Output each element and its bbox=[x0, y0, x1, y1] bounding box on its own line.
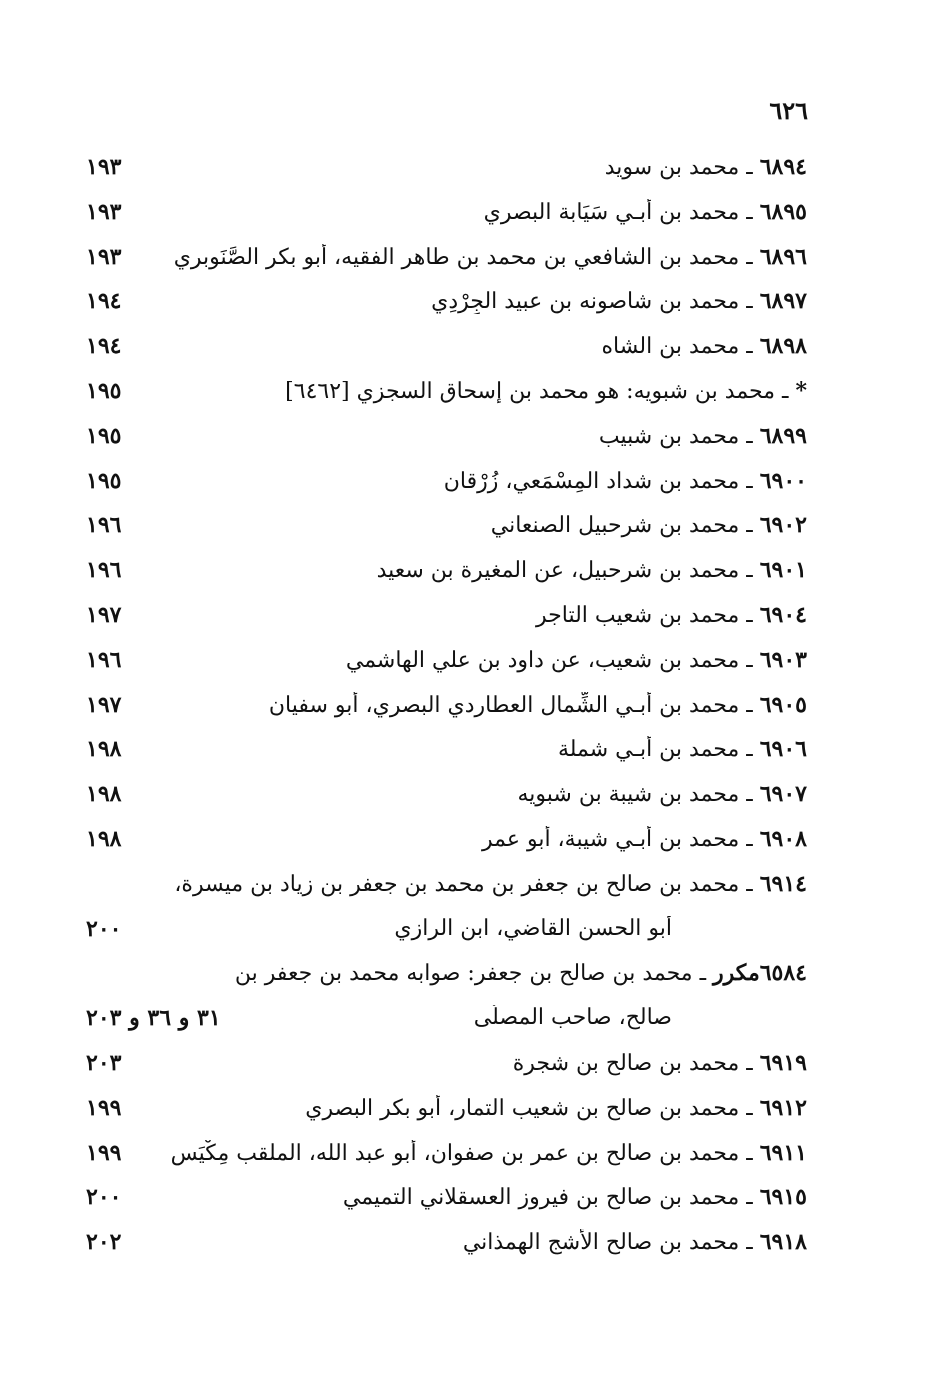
index-entry-row bbox=[0, 240, 927, 285]
entry-name: ـ محمد بن شعيب التاجر bbox=[536, 602, 753, 628]
entry-text bbox=[147, 826, 807, 852]
entry-text bbox=[147, 602, 807, 628]
entry-text bbox=[147, 557, 807, 583]
index-entry-row bbox=[0, 732, 927, 777]
entry-name: أبو الحسن القاضي، ابن الرازي bbox=[394, 915, 672, 941]
entry-name: ـ محمد بن أبـي سَيَابة البصري bbox=[483, 199, 753, 225]
entry-text bbox=[147, 1140, 807, 1166]
entry-number: ٦٩٠٥ bbox=[759, 691, 807, 718]
page-reference: ١٩٤ bbox=[86, 333, 122, 360]
entry-number: ٦٨٩٦ bbox=[759, 243, 807, 270]
entry-text bbox=[147, 1050, 807, 1076]
page-reference: ١٩٦ bbox=[86, 557, 122, 584]
index-list bbox=[0, 150, 927, 1270]
page-reference: ١٩٧ bbox=[86, 691, 122, 718]
entry-number: ٦٨٩٨ bbox=[759, 333, 807, 360]
entry-name: ـ محمد بن شاصونه بن عبيد الجِرْدِي bbox=[431, 289, 753, 315]
entry-number: ٦٩١٢ bbox=[759, 1094, 807, 1121]
entry-number: ٦٩١٨ bbox=[759, 1229, 807, 1256]
entry-text bbox=[147, 1184, 807, 1210]
entry-text bbox=[147, 960, 807, 986]
entry-name: ـ محمد بن شرحبيل، عن المغيرة بن سعيد bbox=[376, 558, 753, 584]
index-entry-row bbox=[0, 195, 927, 240]
entry-text bbox=[147, 423, 807, 449]
entry-text bbox=[147, 154, 807, 180]
index-entry-row bbox=[0, 867, 927, 912]
entry-name: ـ محمد بن صالح بن جعفر بن محمد بن جعفر بن زياد بن ميسرة، bbox=[174, 871, 753, 897]
page-reference: ٢٠٠ bbox=[86, 1184, 122, 1211]
index-entry-row bbox=[0, 1091, 927, 1136]
entry-name: ـ محمد بن صالح بن فيروز العسقلاني التميمي bbox=[342, 1185, 753, 1211]
entry-number: ٦٩٠٤ bbox=[759, 601, 807, 628]
index-entry-row bbox=[0, 598, 927, 643]
page-reference: ١٩٣ bbox=[86, 243, 122, 270]
entry-number: ٦٩٠٧ bbox=[759, 781, 807, 808]
index-entry-row bbox=[0, 1136, 927, 1181]
index-entry-row bbox=[0, 464, 927, 509]
page-reference: ١٩٥ bbox=[86, 422, 122, 449]
page-reference: ١٩٩ bbox=[86, 1094, 122, 1121]
entry-text bbox=[147, 199, 807, 225]
index-entry-row bbox=[0, 956, 927, 1001]
entry-text bbox=[147, 781, 807, 807]
entry-text bbox=[147, 244, 807, 270]
index-entry-row bbox=[0, 374, 927, 419]
page-reference: ١٩٥ bbox=[86, 377, 122, 404]
entry-text bbox=[147, 468, 807, 494]
index-entry-row bbox=[0, 150, 927, 195]
page-reference: ١٩٨ bbox=[86, 825, 122, 852]
page-reference: ١٩٤ bbox=[86, 288, 122, 315]
index-entry-row bbox=[0, 329, 927, 374]
page-reference: ١٩٨ bbox=[86, 781, 122, 808]
index-entry-row bbox=[0, 822, 927, 867]
entry-number: ٦٩٠١ bbox=[759, 557, 807, 584]
entry-name: ـ محمد بن شرحبيل الصنعاني bbox=[490, 513, 753, 539]
entry-text bbox=[147, 1229, 807, 1255]
entry-text bbox=[147, 1095, 807, 1121]
entry-text bbox=[147, 871, 807, 897]
entry-number: ٦٩٠٦ bbox=[759, 736, 807, 763]
index-entry-row bbox=[0, 1001, 927, 1046]
entry-text bbox=[147, 333, 807, 359]
page-reference: ١٩٦ bbox=[86, 512, 122, 539]
entry-name: ـ محمد بن أبـي شملة bbox=[557, 737, 753, 763]
entry-number: ٦٨٩٤ bbox=[759, 154, 807, 180]
entry-number: ٦٨٩٧ bbox=[759, 288, 807, 315]
page-reference: ١٩٦ bbox=[86, 646, 122, 673]
entry-name: ـ محمد بن شيبة بن شبويه bbox=[517, 782, 753, 808]
entry-text bbox=[147, 736, 807, 762]
entry-number: ٦٩١١ bbox=[759, 1139, 807, 1166]
index-entry-row bbox=[0, 553, 927, 598]
entry-name: ـ محمد بن صالح الأشج الهمذاني bbox=[462, 1230, 753, 1256]
page-reference: ١٩٧ bbox=[86, 601, 122, 628]
entry-name: ـ محمد بن أبـي شيبة، أبو عمر bbox=[481, 826, 753, 852]
page-reference: ٢٠٢ bbox=[86, 1229, 122, 1256]
page-number: ٦٢٦ bbox=[769, 96, 808, 125]
entry-name: ـ محمد بن الشافعي بن محمد بن طاهر الفقيه، أبو بكر الصَّنَوبري bbox=[173, 244, 753, 270]
entry-text bbox=[147, 378, 807, 404]
index-entry-row bbox=[0, 284, 927, 329]
index-entry-row bbox=[0, 1225, 927, 1270]
page-reference: ١٩٥ bbox=[86, 467, 122, 494]
entry-name: ـ محمد بن شداد المِسْمَعي، زُرْقان bbox=[443, 468, 753, 494]
entry-text bbox=[147, 647, 807, 673]
entry-name: ـ محمد بن شبويه: هو محمد بن إسحاق السجزي [٦٤٦٢] bbox=[285, 378, 789, 404]
entry-number: ٦٩١٩ bbox=[759, 1049, 807, 1076]
entry-text bbox=[147, 288, 807, 314]
index-entry-row bbox=[0, 688, 927, 733]
entry-number: ٦٥٨٤مكرر bbox=[713, 960, 807, 987]
entry-name: ـ محمد بن صالح بن شعيب التمار، أبو بكر البصري bbox=[305, 1095, 753, 1121]
index-entry-row bbox=[0, 777, 927, 822]
entry-number: ٦٨٩٩ bbox=[759, 422, 807, 449]
entry-name: صالح، صاحب المصلَّى bbox=[473, 1005, 672, 1031]
page-reference: ٣١ و ٣٦ و ٢٠٣ bbox=[86, 1005, 221, 1032]
index-entry-row bbox=[0, 643, 927, 688]
entry-number: ٦٨٩٥ bbox=[759, 198, 807, 225]
entry-number: ٦٩٠٠ bbox=[759, 467, 807, 494]
entry-number: ٦٩٠٢ bbox=[759, 512, 807, 539]
entry-name: ـ محمد بن شبيب bbox=[598, 423, 753, 449]
entry-number: ٦٩٠٨ bbox=[759, 825, 807, 852]
page-reference: ١٩٣ bbox=[86, 198, 122, 225]
page-reference: ٢٠٠ bbox=[86, 915, 122, 942]
entry-number: ٦٩١٤ bbox=[759, 870, 807, 897]
index-entry-row bbox=[0, 1046, 927, 1091]
entry-name: ـ محمد بن سويد bbox=[604, 155, 753, 180]
page-reference: ٢٠٣ bbox=[86, 1049, 122, 1076]
entry-text bbox=[147, 512, 807, 538]
entry-name: ـ محمد بن صالح بن عمر بن صفوان، أبو عبد الله، الملقب مِكْيَس bbox=[170, 1140, 753, 1166]
entry-name: ـ محمد بن الشاه bbox=[601, 334, 753, 360]
entry-number: * bbox=[795, 377, 807, 404]
entry-name: ـ محمد بن صالح بن شجرة bbox=[512, 1050, 753, 1076]
index-entry-row bbox=[0, 1180, 927, 1225]
page-reference: ١٩٣ bbox=[86, 154, 122, 180]
entry-text bbox=[147, 692, 807, 718]
entry-name: ـ محمد بن أبـي الشِّمال العطاردي البصري، أبو سفيان bbox=[268, 692, 753, 718]
page-reference: ١٩٩ bbox=[86, 1139, 122, 1166]
page-reference: ١٩٨ bbox=[86, 736, 122, 763]
entry-name: ـ محمد بن صالح بن جعفر: صوابه محمد بن جعفر بن bbox=[234, 961, 707, 987]
index-entry-row bbox=[0, 508, 927, 553]
index-entry-row bbox=[0, 419, 927, 464]
entry-name: ـ محمد بن شعيب، عن داود بن علي الهاشمي bbox=[345, 647, 753, 673]
index-entry-row bbox=[0, 912, 927, 957]
entry-number: ٦٩١٥ bbox=[759, 1184, 807, 1211]
entry-number: ٦٩٠٣ bbox=[759, 646, 807, 673]
